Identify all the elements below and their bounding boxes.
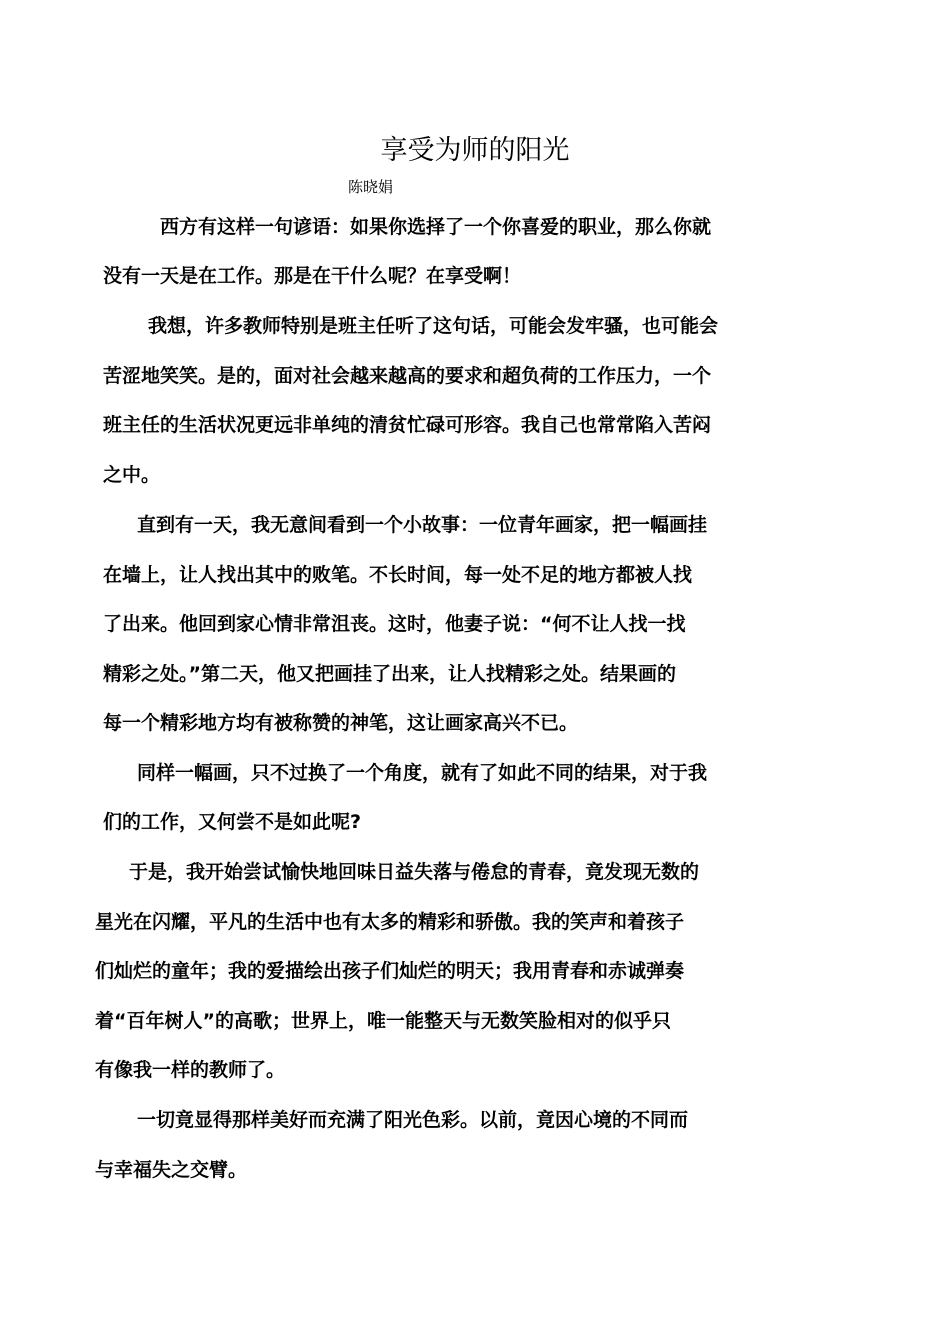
author-name: 陈晓娟 [348,178,394,196]
body-text-line: 着“百年树人”的高歌；世界上，唯一能整天与无数笑脸相对的似乎只 [95,1010,671,1032]
body-text-line: 之中。 [103,464,161,486]
body-text-line: 西方有这样一句谚语：如果你选择了一个你喜爱的职业，那么你就 [160,216,712,238]
body-text-line: 直到有一天，我无意间看到一个小故事：一位青年画家，把一幅画挂 [137,514,708,536]
page-title: 享受为师的阳光 [380,135,570,166]
body-text-line: 有像我一样的教师了。 [95,1059,286,1081]
body-text-line: 苦涩地笑笑。是的，面对社会越来越高的要求和超负荷的工作压力，一个 [103,365,712,387]
body-text-line: 们灿烂的童年；我的爱描绘出孩子们灿烂的明天；我用青春和赤诚弹奏 [95,960,685,982]
body-text-line: 班主任的生活状况更远非单纯的清贫忙碌可形容。我自己也常常陷入苦闷 [103,414,712,436]
body-text-line: 没有一天是在工作。那是在干什么呢？在享受啊！ [103,265,522,287]
body-text-line: 们的工作，又何尝不是如此呢? [103,811,362,833]
body-text-line: 每一个精彩地方均有被称赞的神笔，这让画家高兴不已。 [103,712,579,734]
body-text-line: 于是，我开始尝试愉快地回味日益失落与倦怠的青春，竟发现无数的 [129,861,700,883]
body-text-line: 精彩之处。”第二天，他又把画挂了出来，让人找精彩之处。结果画的 [103,663,676,685]
body-text-line: 一切竟显得那样美好而充满了阳光色彩。以前，竟因心境的不同而 [137,1109,689,1131]
body-text-line: 了出来。他回到家心情非常沮丧。这时，他妻子说：“何不让人找一找 [103,613,686,635]
body-text-line: 在墙上，让人找出其中的败笔。不长时间，每一处不足的地方都被人找 [103,564,693,586]
body-text-line: 同样一幅画，只不过换了一个角度，就有了如此不同的结果，对于我 [137,762,708,784]
body-text-line: 与幸福失之交臂。 [95,1159,248,1181]
body-text-line: 星光在闪耀，平凡的生活中也有太多的精彩和骄傲。我的笑声和着孩子 [95,911,685,933]
body-text-line: 我想，许多教师特别是班主任听了这句话，可能会发牢骚，也可能会 [148,315,719,337]
